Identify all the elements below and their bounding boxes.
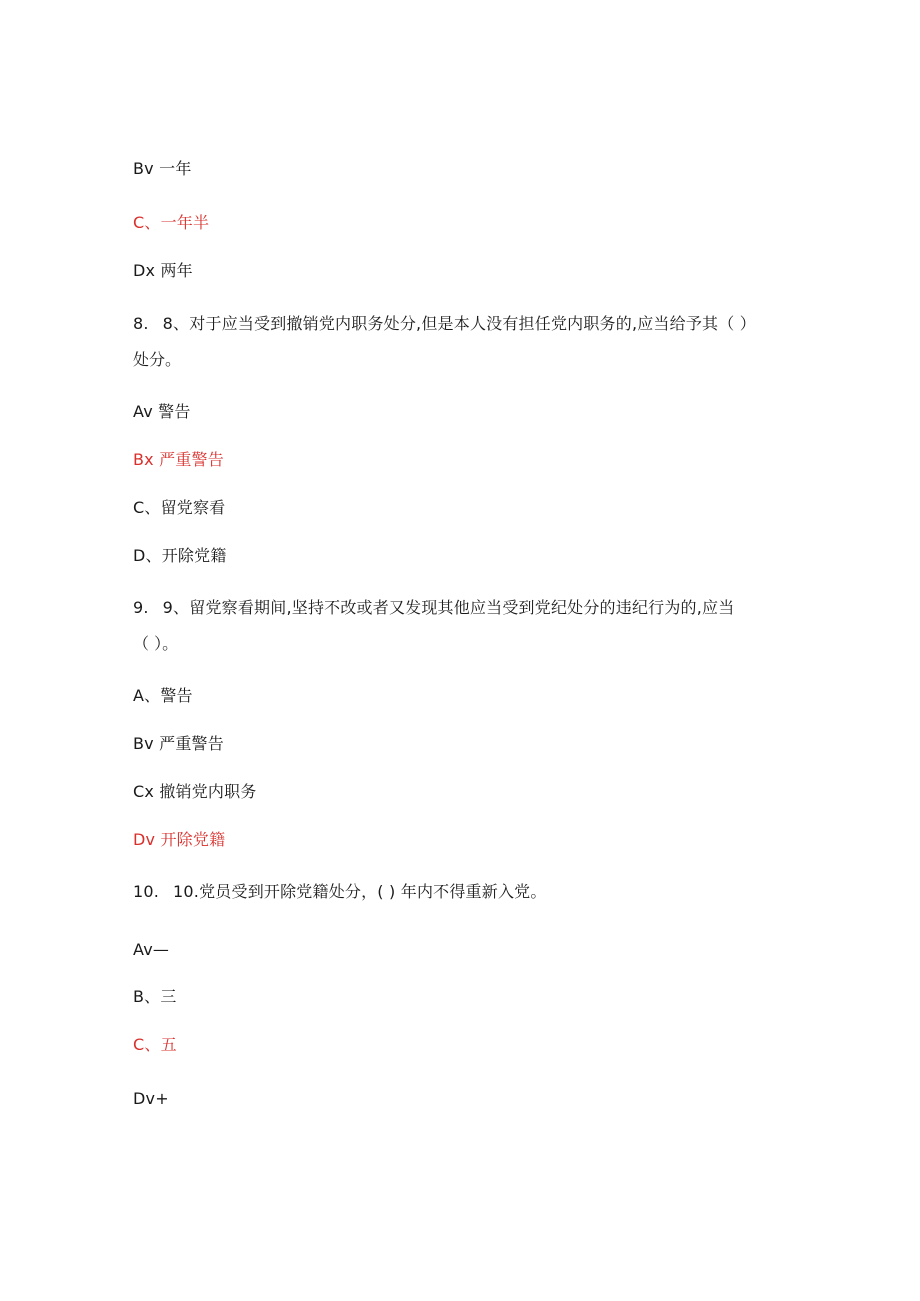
q8-option-d: D、开除党籍 — [133, 546, 227, 565]
q10-option-b: B、三 — [133, 987, 177, 1006]
q9-stem-continued: （ ）。 — [133, 634, 179, 653]
q9-number: 9. — [133, 598, 149, 617]
q9-option-a: A、警告 — [133, 686, 193, 705]
q7-option-b: Bv 一年 — [133, 159, 192, 178]
q8-option-b-answer: Bx 严重警告 — [133, 450, 224, 469]
q10-option-c-answer: C、五 — [133, 1035, 177, 1054]
q7-option-c-answer: C、一年半 — [133, 213, 210, 232]
q8-stem-text: 8、对于应当受到撤销党内职务处分,但是本人没有担任党内职务的,应当给予其（ ） — [162, 314, 756, 333]
q9-stem — [133, 597, 734, 619]
q9-option-b: Bv 严重警告 — [133, 734, 224, 753]
q10-number: 10. — [133, 882, 160, 901]
q9-option-d-answer: Dv 开除党籍 — [133, 830, 226, 849]
q8-stem — [133, 313, 756, 335]
q9-stem-text: 9、留党察看期间,坚持不改或者又发现其他应当受到党纪处分的违纪行为的,应当 — [162, 598, 735, 617]
q7-option-d: Dx 两年 — [133, 261, 193, 280]
q10-option-a: Av— — [133, 940, 170, 959]
q9-option-c: Cx 撤销党内职务 — [133, 782, 257, 801]
q8-option-c: C、留党察看 — [133, 498, 226, 517]
q8-option-a: Av 警告 — [133, 402, 191, 421]
q8-stem-continued: 处分。 — [133, 350, 182, 369]
q10-option-d: Dv+ — [133, 1089, 169, 1108]
q10-stem-text: 10.党员受到开除党籍处分，( ) 年内不得重新入党。 — [173, 882, 547, 901]
q10-stem — [133, 881, 547, 903]
q8-number: 8. — [133, 314, 149, 333]
